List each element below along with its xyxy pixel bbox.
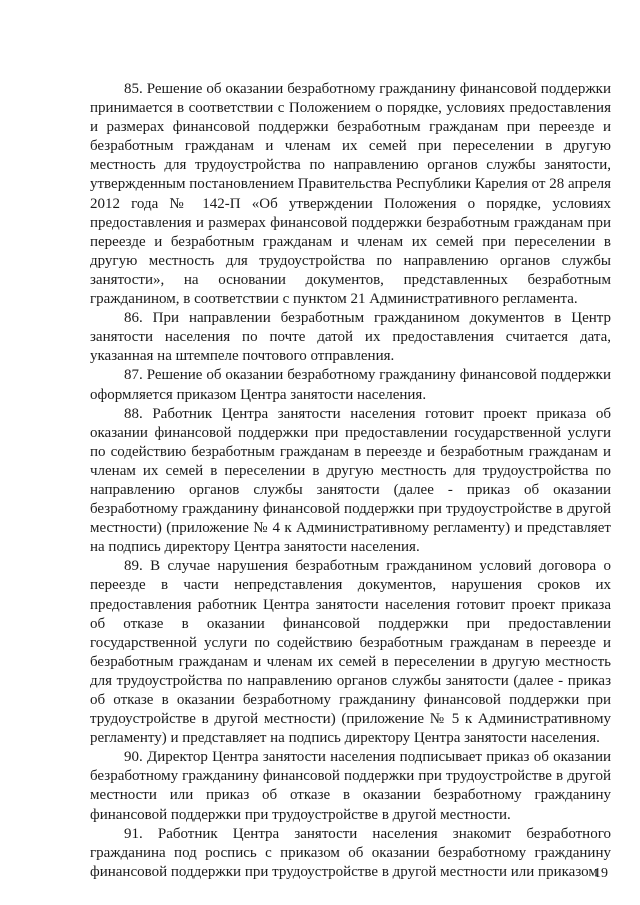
paragraph-87: 87. Решение об оказании безработному гражданину финансовой поддержки оформляется приказом Центра занятости населения. <box>90 367 611 403</box>
paragraph-89: 89. В случае нарушения безработным гражданином условий договора о переезде в части непредставления документов, нарушения сроков их предоставления работник Центра занятости населения готовит проект приказа об отказе в оказании финансовой поддержки при предоставлении государственной услуги по содействию безработным гражданам в переезде и безработным гражданам и членам их семей в переселении в другую местность для трудоустройства по направлению органов службы занятости (далее - приказ об отказе в оказании безработному гражданину финансовой поддержки при трудоустройстве в другой местности) (приложение № 5 к Административному регламенту) и представляет на подпись директору Центра занятости населения. <box>90 558 611 747</box>
paragraph-85: 85. Решение об оказании безработному гражданину финансовой поддержки принимается в соответствии с Положением о порядке, условиях предоставления и размерах финансовой поддержки безработным гражданам при переезде и безработным гражданам и членам их семей при переселении в другую местность для трудоустройства по направлению органов службы занятости, утвержденным постановлением Правительства Республики Карелия от 28 апреля 2012 года № 142-П «Об утверждении Положения о порядке, условиях предоставления и размерах финансовой поддержки безработным гражданам при переезде и безработным гражданам и членам их семей при переселении в другую местность для трудоустройства по направлению органов службы занятости», на основании документов, представленных безработным гражданином, в соответствии с пунктом 21 Административного регламента. <box>90 81 612 308</box>
page-number: 19 <box>594 866 608 881</box>
paragraph-86: 86. При направлении безработным гражданином документов в Центр занятости населения по почте датой их предоставления считается дата, указанная на штемпеле почтового отправления. <box>90 310 611 365</box>
paragraph-88: 88. Работник Центра занятости населения готовит проект приказа об оказании финансовой поддержки при предоставлении государственной услуги по содействию безработным гражданам в переезде и безработным гражданам и членам их семей в переселении в другую местность для трудоустройства по направлению органов службы занятости (далее - приказ об оказании безработному гражданину финансовой поддержки при трудоустройстве в другой местности) (приложение № 4 к Административному регламенту) и представляет на подпись директору Центра занятости населения. <box>90 405 611 556</box>
paragraph-90: 90. Директор Центра занятости населения подписывает приказ об оказании безработному гражданину финансовой поддержки при трудоустройстве в другой местности или приказ об отказе в оказании безработному гражданину финансовой поддержки при трудоустройстве в другой местности. <box>90 749 611 823</box>
paragraph-91: 91. Работник Центра занятости населения знакомит безработного гражданина под роспись с приказом об оказании безработному гражданину финансовой поддержки при трудоустройстве в другой местности или приказом <box>90 825 611 880</box>
